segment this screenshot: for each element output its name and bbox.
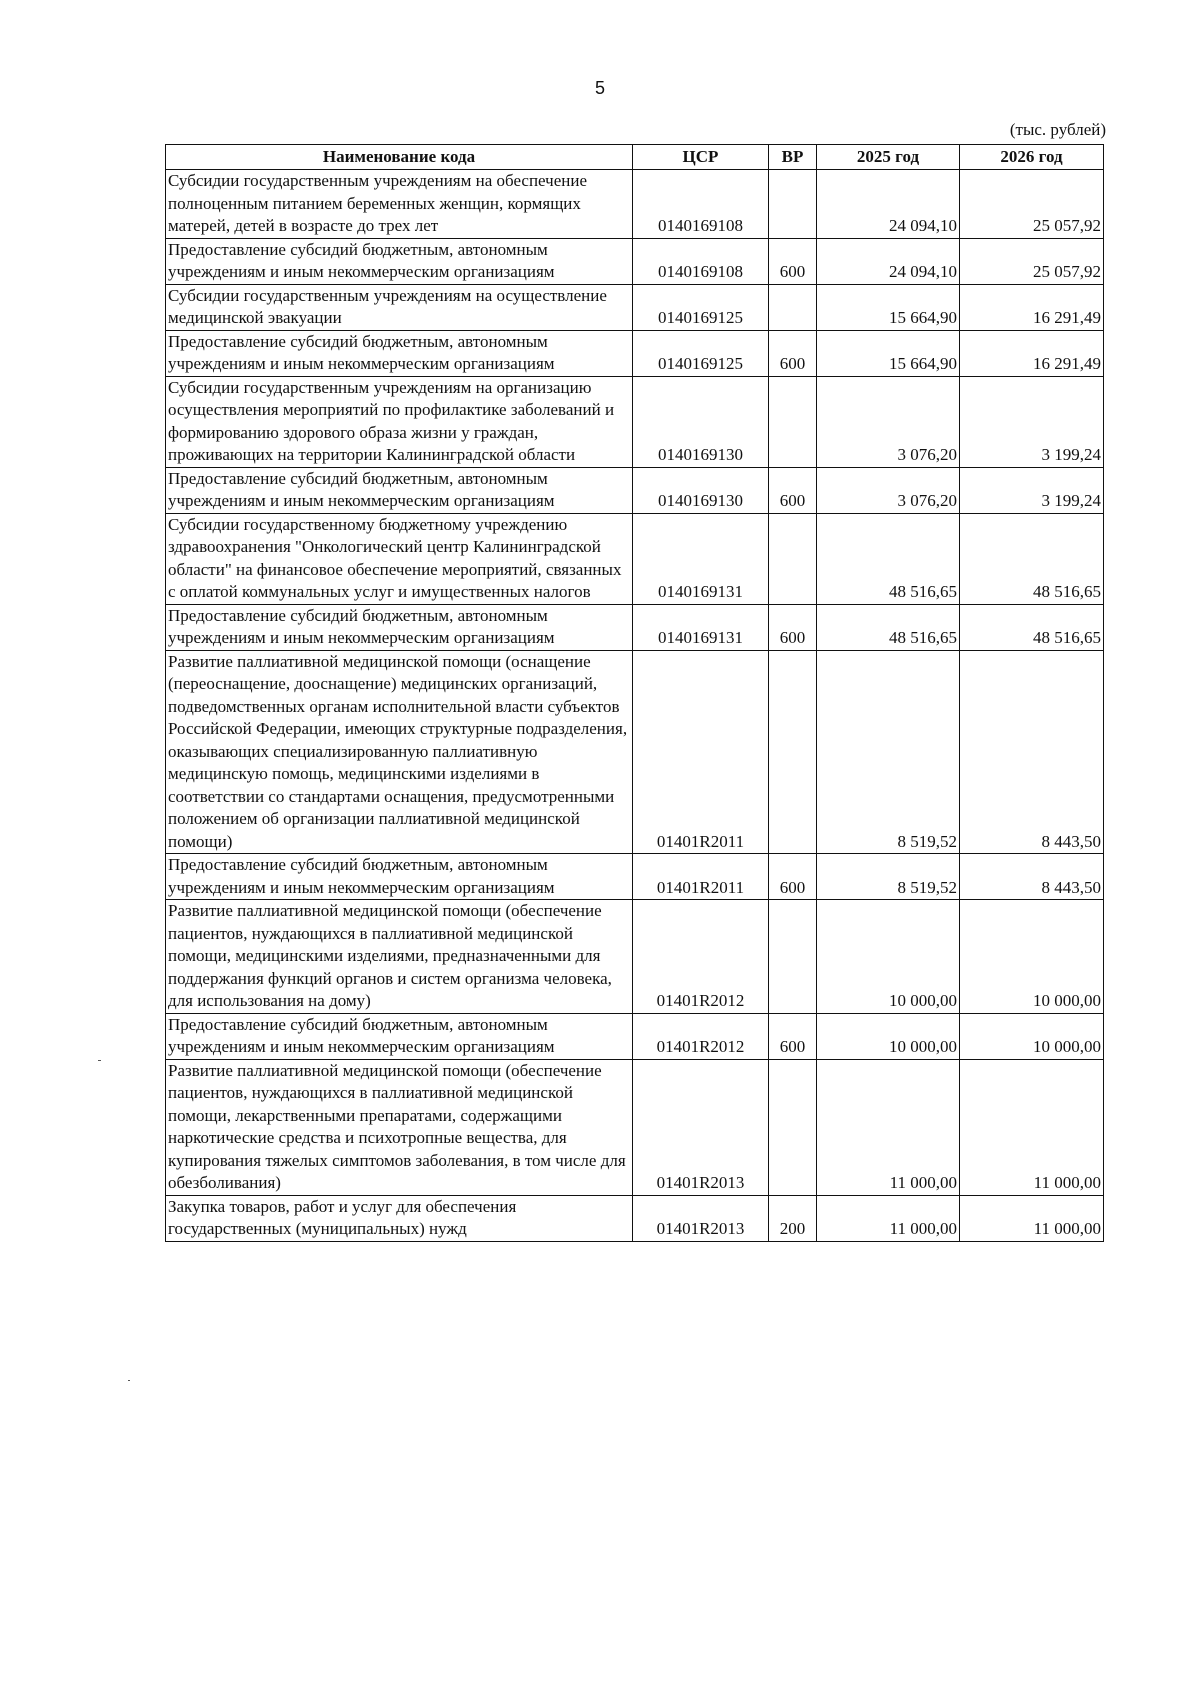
cell-name: Предоставление субсидий бюджетным, автономным учреждениям и иным некоммерческим организациям — [166, 1013, 633, 1059]
cell-2026: 16 291,49 — [960, 284, 1104, 330]
cell-2025: 10 000,00 — [817, 1013, 960, 1059]
budget-table — [165, 144, 1104, 1242]
cell-csr: 0140169130 — [633, 467, 769, 513]
table-row — [166, 238, 1104, 284]
cell-2025: 8 519,52 — [817, 854, 960, 900]
cell-vr — [769, 170, 817, 239]
cell-csr: 01401R2013 — [633, 1195, 769, 1241]
cell-vr: 600 — [769, 604, 817, 650]
cell-csr: 0140169108 — [633, 238, 769, 284]
cell-vr: 200 — [769, 1195, 817, 1241]
cell-name: Предоставление субсидий бюджетным, автономным учреждениям и иным некоммерческим организациям — [166, 238, 633, 284]
cell-name: Предоставление субсидий бюджетным, автономным учреждениям и иным некоммерческим организациям — [166, 854, 633, 900]
cell-csr: 0140169131 — [633, 513, 769, 604]
cell-name: Развитие паллиативной медицинской помощи (обеспечение пациентов, нуждающихся в паллиативной медицинской помощи, медицинскими изделиями, предназначенными для поддержания функций органов и систем организма человека, для использования на дому) — [166, 900, 633, 1014]
cell-vr — [769, 900, 817, 1014]
cell-vr — [769, 513, 817, 604]
cell-2026: 3 199,24 — [960, 467, 1104, 513]
cell-vr: 600 — [769, 854, 817, 900]
cell-csr: 01401R2011 — [633, 854, 769, 900]
table-header-row — [166, 145, 1104, 170]
scan-mark — [128, 1380, 130, 1381]
cell-2025: 48 516,65 — [817, 604, 960, 650]
header-csr: ЦСР — [633, 145, 769, 170]
cell-csr: 0140169130 — [633, 376, 769, 467]
cell-csr: 01401R2012 — [633, 1013, 769, 1059]
cell-2025: 15 664,90 — [817, 330, 960, 376]
cell-vr: 600 — [769, 238, 817, 284]
cell-vr — [769, 1059, 817, 1195]
cell-name: Субсидии государственным учреждениям на осуществление медицинской эвакуации — [166, 284, 633, 330]
cell-vr — [769, 376, 817, 467]
table-row — [166, 1195, 1104, 1241]
header-2026: 2026 год — [960, 145, 1104, 170]
cell-2026: 3 199,24 — [960, 376, 1104, 467]
cell-vr — [769, 650, 817, 854]
cell-2025: 11 000,00 — [817, 1059, 960, 1195]
table-row — [166, 170, 1104, 239]
cell-name: Закупка товаров, работ и услуг для обеспечения государственных (муниципальных) нужд — [166, 1195, 633, 1241]
cell-2025: 48 516,65 — [817, 513, 960, 604]
cell-2026: 11 000,00 — [960, 1195, 1104, 1241]
cell-csr: 0140169108 — [633, 170, 769, 239]
table-row — [166, 900, 1104, 1014]
cell-2026: 10 000,00 — [960, 900, 1104, 1014]
table-row — [166, 467, 1104, 513]
cell-name: Развитие паллиативной медицинской помощи (оснащение (переоснащение, дооснащение) медицинских организаций, подведомственных органам исполнительной власти субъектов Российской Федерации, имеющих структурные подразделения, оказывающих специализированную паллиативную медицинскую помощь, медицинскими изделиями в соответствии со стандартами оснащения, предусмотренными положением об организации паллиативной медицинской помощи) — [166, 650, 633, 854]
cell-csr: 01401R2013 — [633, 1059, 769, 1195]
table-row — [166, 1013, 1104, 1059]
cell-2026: 25 057,92 — [960, 238, 1104, 284]
cell-2025: 15 664,90 — [817, 284, 960, 330]
cell-2025: 24 094,10 — [817, 170, 960, 239]
cell-name: Предоставление субсидий бюджетным, автономным учреждениям и иным некоммерческим организациям — [166, 467, 633, 513]
header-name: Наименование кода — [166, 145, 633, 170]
cell-2025: 3 076,20 — [817, 376, 960, 467]
cell-2026: 16 291,49 — [960, 330, 1104, 376]
header-2025: 2025 год — [817, 145, 960, 170]
units-label: (тыс. рублей) — [1009, 120, 1106, 139]
cell-2026: 48 516,65 — [960, 513, 1104, 604]
cell-2025: 10 000,00 — [817, 900, 960, 1014]
scan-mark — [98, 1060, 101, 1061]
cell-name: Развитие паллиативной медицинской помощи (обеспечение пациентов, нуждающихся в паллиативной медицинской помощи, лекарственными препаратами, содержащими наркотические средства и психотропные вещества, для купирования тяжелых симптомов заболевания, в том числе для обезболивания) — [166, 1059, 633, 1195]
cell-2026: 11 000,00 — [960, 1059, 1104, 1195]
cell-name: Субсидии государственному бюджетному учреждению здравоохранения "Онкологический центр Калининградской области" на финансовое обеспечение мероприятий, связанных с оплатой коммунальных услуг и имущественных налогов — [166, 513, 633, 604]
table-row — [166, 376, 1104, 467]
cell-2025: 3 076,20 — [817, 467, 960, 513]
cell-csr: 01401R2012 — [633, 900, 769, 1014]
cell-2026: 10 000,00 — [960, 1013, 1104, 1059]
cell-2025: 24 094,10 — [817, 238, 960, 284]
table-row — [166, 604, 1104, 650]
cell-2026: 8 443,50 — [960, 650, 1104, 854]
cell-vr — [769, 284, 817, 330]
cell-name: Предоставление субсидий бюджетным, автономным учреждениям и иным некоммерческим организациям — [166, 604, 633, 650]
table-row — [166, 1059, 1104, 1195]
cell-csr: 01401R2011 — [633, 650, 769, 854]
cell-name: Субсидии государственным учреждениям на обеспечение полноценным питанием беременных женщин, кормящих матерей, детей в возрасте до трех лет — [166, 170, 633, 239]
cell-2026: 8 443,50 — [960, 854, 1104, 900]
table-row — [166, 330, 1104, 376]
cell-2026: 25 057,92 — [960, 170, 1104, 239]
cell-2025: 8 519,52 — [817, 650, 960, 854]
cell-name: Предоставление субсидий бюджетным, автономным учреждениям и иным некоммерческим организациям — [166, 330, 633, 376]
table-row — [166, 650, 1104, 854]
table-body — [166, 170, 1104, 1242]
cell-2025: 11 000,00 — [817, 1195, 960, 1241]
header-vr: ВР — [769, 145, 817, 170]
cell-vr: 600 — [769, 467, 817, 513]
page-number: 5 — [594, 78, 605, 98]
cell-csr: 0140169131 — [633, 604, 769, 650]
table-row — [166, 513, 1104, 604]
cell-csr: 0140169125 — [633, 330, 769, 376]
cell-vr: 600 — [769, 330, 817, 376]
table-row — [166, 284, 1104, 330]
table-row — [166, 854, 1104, 900]
cell-name: Субсидии государственным учреждениям на организацию осуществления мероприятий по профилактике заболеваний и формированию здорового образа жизни у граждан, проживающих на территории Калининградской области — [166, 376, 633, 467]
cell-csr: 0140169125 — [633, 284, 769, 330]
cell-2026: 48 516,65 — [960, 604, 1104, 650]
cell-vr: 600 — [769, 1013, 817, 1059]
